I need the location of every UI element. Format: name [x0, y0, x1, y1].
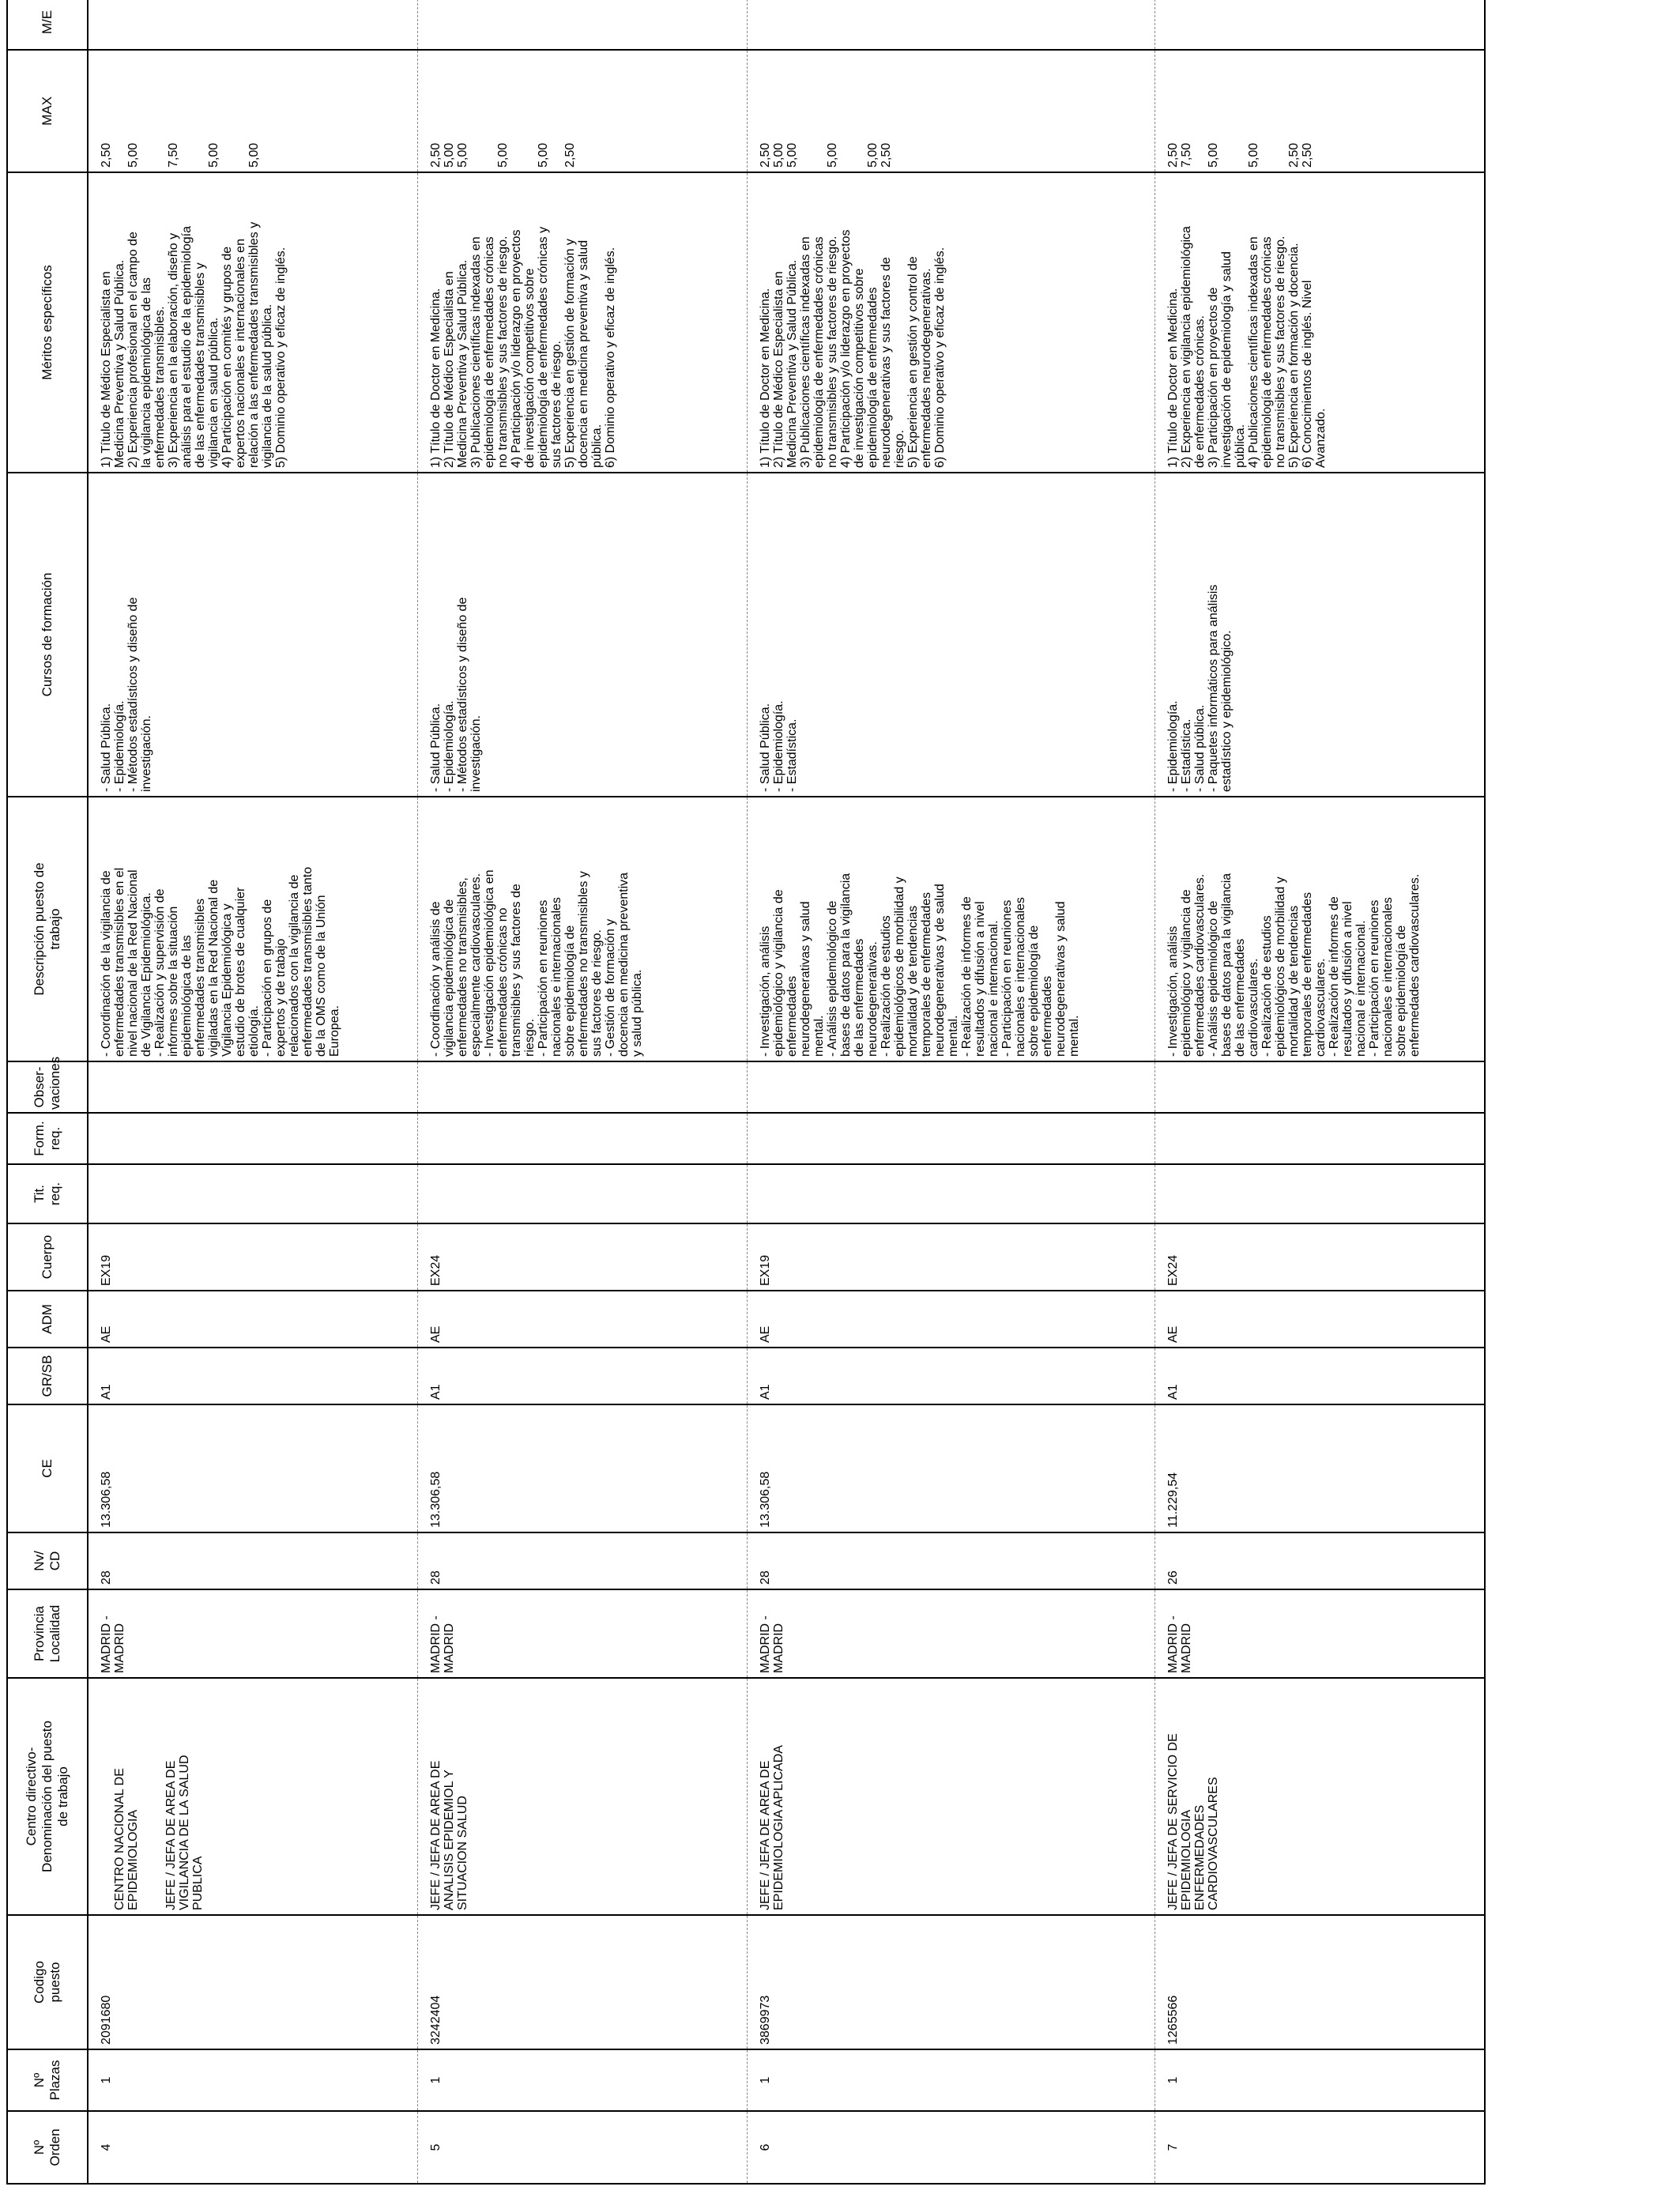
cell-denominacion: JEFE / JEFA DE AREA DE EPIDEMIOLOGIA APLICADA	[748, 1678, 1155, 1915]
cell-denominacion: JEFE / JEFA DE AREA DE ANALISIS EPIDEMIOL Y SITUACION SALUD	[418, 1678, 748, 1915]
cell-orden: 6	[748, 2111, 1155, 2184]
header-nivel: Nv/ CD	[7, 1532, 88, 1589]
cell-codigo: 1265566	[1155, 1915, 1485, 2049]
cell-provincia: MADRID - MADRID	[748, 1589, 1155, 1678]
header-codigo: Codigo puesto	[7, 1915, 88, 2049]
header-centro: Centro directivo- Denominación del puesto de trabajo	[7, 1678, 88, 1915]
cell-descripcion: - Investigación, análisis epidemiológico y vigilancia de enfermedades cardiovasculares. - Análisis epidemiológico de bases de datos para la vigilancia de las enfermedades cardiovasculares. - Realización de estudios epidemiológicos de morbilidad y mortalidad y de tendencias temporales de enfermedades cardiovasculares. - Realización de informes de resultados y difusión a nivel nacional e internacional. - Participación en reuniones nacionales e internacionales sobre epidemiología de enfermedades cardiovasculares.	[1155, 797, 1485, 1061]
cell-max: 2,50 7,50 5,00 5,00 2,50 2,50	[1155, 50, 1485, 172]
cell-cursos: - Salud Pública. - Epidemiología. - Métodos estadísticos y diseño de investigación.	[88, 473, 418, 797]
cell-plazas: 1	[88, 2049, 418, 2111]
cell-cursos: - Salud Pública. - Epidemiología. - Estadística.	[748, 473, 1155, 797]
cell-orden: 5	[418, 2111, 748, 2184]
cell-adm: AE	[1155, 1291, 1485, 1348]
cell-titulacion	[418, 1164, 748, 1223]
cell-provincia: MADRID - MADRID	[88, 1589, 418, 1678]
cell-adm: AE	[418, 1291, 748, 1348]
cell-nivel: 28	[88, 1532, 418, 1589]
cell-ce: 11.229,54	[1155, 1404, 1485, 1532]
cell-titulacion	[748, 1164, 1155, 1223]
header-titulacion: Tit. req.	[7, 1164, 88, 1223]
cell-nivel: 28	[418, 1532, 748, 1589]
cell-codigo: 3242404	[418, 1915, 748, 2049]
cell-meritos: 1) Título de Doctor en Medicina. 2) Experiencia en vigilancia epidemiológica de enfermedades crónicas. 3) Participación en proyectos de investigación de epidemiología y salud pública. 4) Publicaciones científicas indexadas en epidemiología de enfermedades crónicas no transmisibles y sus factores de riesgo. 5) Experiencia en formación y docencia. 6) Conocimientos de inglés. Nivel Avanzado.	[1155, 172, 1485, 473]
vacancy-table	[6, 0, 1486, 2185]
header-provincia: Provincia Localidad	[7, 1589, 88, 1678]
cell-descripcion: - Coordinación y análisis de vigilancia epidemiológica de enfermedades no transmisibles, especialmente cardiovasculares. - Investigación epidemiológica en enfermedades crónicas no transmisibles y sus factores de riesgo. - Participación en reuniones nacionales e internacionales sobre epidemiología de enfermedades no transmisibles y sus factores de riesgo. - Gestión de formación y docencia en medicina preventiva y salud pública.	[418, 797, 748, 1061]
cell-denominacion: JEFE / JEFA DE AREA DE VIGILANCIA DE LA SALUD PUBLICA	[164, 1755, 205, 1910]
cell-me	[1155, 0, 1485, 50]
cell-cursos: - Epidemiología. - Estadística. - Salud pública. - Paquetes informáticos para análisis estadístico y epidemiológico.	[1155, 473, 1485, 797]
cell-max: 2,50 5,00 7,50 5,00 5,00	[88, 50, 418, 172]
cell-plazas: 1	[418, 2049, 748, 2111]
cell-me	[748, 0, 1155, 50]
cell-denominacion: JEFE / JEFA DE SERVICIO DE EPIDEMIOLOGIA ENFERMEDADES CARDIOVASCULARES	[1155, 1678, 1485, 1915]
cell-max: 2,50 5,00 5,00 5,00 5,00 2,50	[418, 50, 748, 172]
cell-descripcion: - Investigación, análisis epidemiológico y vigilancia de enfermedades neurodegenerativas y salud mental. - Análisis epidemiológico de bases de datos para la vigilancia de las enfermedades neurodegenerativas. - Realización de estudios epidemiológicos de morbilidad y mortalidad y de tendencias temporales de enfermedades neurodegenerativas y de salud mental. - Realización de informes de resultados y difusión a nivel nacional e internacional. - Participación en reuniones nacionales e internacionales sobre epidemiología de enfermedades neurodegenerativas y salud mental.	[748, 797, 1155, 1061]
cell-observaciones	[88, 1061, 418, 1113]
cell-observaciones	[1155, 1061, 1485, 1113]
header-adm: ADM	[7, 1291, 88, 1348]
header-descripcion: Descripción puesto de trabajo	[7, 797, 88, 1061]
header-observaciones: Obser- vaciones	[7, 1061, 88, 1113]
header-plazas: Nº Plazas	[7, 2049, 88, 2111]
cell-titulacion	[1155, 1164, 1485, 1223]
cell-orden: 7	[1155, 2111, 1485, 2184]
cell-grupo: A1	[88, 1348, 418, 1404]
cell-grupo: A1	[1155, 1348, 1485, 1404]
cell-formacion	[748, 1113, 1155, 1164]
cell-meritos: 1) Título de Médico Especialista en Medicina Preventiva y Salud Pública. 2) Experiencia profesional en el campo de la vigilancia epidemiológica de las enfermedades transmisibles. 3) Experiencia en la elaboración, diseño y análisis para el estudio de la epidemiología de las enfermedades transmisibles y vigilancia en salud pública. 4) Participación en comités y grupos de expertos nacionales e internacionales en relación a las enfermedades transmisibles y vigilancia de la salud pública. 5) Dominio operativo y eficaz de inglés.	[88, 172, 418, 473]
header-cuerpo: Cuerpo	[7, 1223, 88, 1291]
header-me: M/E	[7, 0, 88, 50]
cell-grupo: A1	[418, 1348, 748, 1404]
cell-formacion	[88, 1113, 418, 1164]
header-ce: CE	[7, 1404, 88, 1532]
cell-max: 2,50 5,00 5,00 5,00 5,00 2,50	[748, 50, 1155, 172]
cell-meritos: 1) Título de Doctor en Medicina. 2) Título de Médico Especialista en Medicina Preventiva y Salud Pública. 3) Publicaciones científicas indexadas en epidemiología de enfermedades crónicas no transmisibles y sus factores de riesgo. 4) Participación y/o liderazgo en proyectos de investigación competitivos sobre epidemiología de enfermedades neurodegenerativas y sus factores de riesgo. 5) Experiencia en gestión y control de enfermedades neurodegenerativas. 6) Dominio operativo y eficaz de inglés.	[748, 172, 1155, 473]
cell-meritos: 1) Título de Doctor en Medicina. 2) Título de Médico Especialista en Medicina Preventiva y Salud Pública. 3) Publicaciones científicas indexadas en epidemiología de enfermedades crónicas no transmisibles y sus factores de riesgo. 4) Participación y/o liderazgo en proyectos de investigación competitivos sobre epidemiología de enfermedades crónicas y sus factores de riesgo. 5) Experiencia en gestión de formación y docencia en medicina preventiva y salud pública. 6) Dominio operativo y eficaz de inglés.	[418, 172, 748, 473]
cell-formacion	[1155, 1113, 1485, 1164]
table-row	[1155, 0, 1485, 2184]
table-row	[88, 0, 418, 2184]
header-cursos: Cursos de formación	[7, 473, 88, 797]
cell-provincia: MADRID - MADRID	[418, 1589, 748, 1678]
header-grupo: GR/SB	[7, 1348, 88, 1404]
header-meritos: Méritos específicos	[7, 172, 88, 473]
header-orden: Nº Orden	[7, 2111, 88, 2184]
header-formacion: Form. req.	[7, 1113, 88, 1164]
cell-cuerpo: EX19	[748, 1223, 1155, 1291]
cell-observaciones	[418, 1061, 748, 1113]
cell-adm: AE	[88, 1291, 418, 1348]
cell-titulacion	[88, 1164, 418, 1223]
cell-observaciones	[748, 1061, 1155, 1113]
cell-grupo: A1	[748, 1348, 1155, 1404]
cell-centro	[88, 1678, 418, 1915]
header-row	[7, 0, 88, 2184]
cell-ce: 13.306,58	[418, 1404, 748, 1532]
cell-cursos: - Salud Pública. - Epidemiología. - Métodos estadísticos y diseño de investigación.	[418, 473, 748, 797]
cell-me	[418, 0, 748, 50]
cell-orden: 4	[88, 2111, 418, 2184]
cell-codigo: 3869973	[748, 1915, 1155, 2049]
cell-provincia: MADRID - MADRID	[1155, 1589, 1485, 1678]
cell-nivel: 26	[1155, 1532, 1485, 1589]
cell-formacion	[418, 1113, 748, 1164]
cell-nivel: 28	[748, 1532, 1155, 1589]
cell-me	[88, 0, 418, 50]
cell-ce: 13.306,58	[88, 1404, 418, 1532]
table-row	[418, 0, 748, 2184]
cell-cuerpo: EX19	[88, 1223, 418, 1291]
cell-descripcion: - Coordinación de la vigilancia de enfermedades transmisibles en el nivel nacional de la Red Nacional de Vigilancia Epidemiológica. - Realización y supervisión de informes sobre la situación epidemiológica de las enfermedades transmisibles vigiladas en la Red Nacional de Vigilancia Epidemiológica y estudio de brotes de cualquier etiología. - Participación en grupos de expertos y de trabajo relacionados con la vigilancia de enfermedades transmisibles tanto de la OMS como de la Unión Europea.	[88, 797, 418, 1061]
cell-ce: 13.306,58	[748, 1404, 1155, 1532]
cell-plazas: 1	[1155, 2049, 1485, 2111]
centro-directivo-label: CENTRO NACIONAL DE EPIDEMIOLOGIA	[113, 1768, 140, 1910]
cell-cuerpo: EX24	[418, 1223, 748, 1291]
cell-plazas: 1	[748, 2049, 1155, 2111]
table-row	[748, 0, 1155, 2184]
header-max: MAX	[7, 50, 88, 172]
cell-codigo: 2091680	[88, 1915, 418, 2049]
cell-adm: AE	[748, 1291, 1155, 1348]
cell-cuerpo: EX24	[1155, 1223, 1485, 1291]
